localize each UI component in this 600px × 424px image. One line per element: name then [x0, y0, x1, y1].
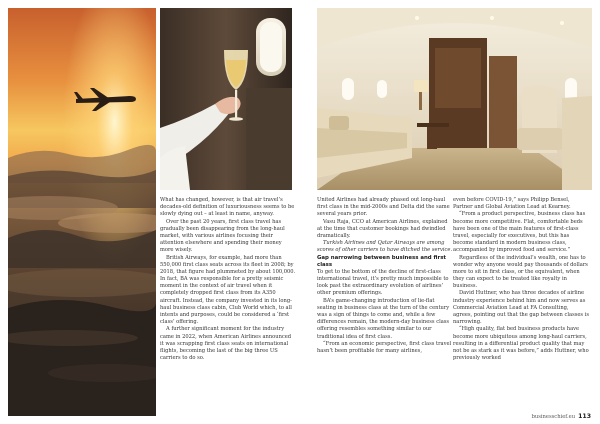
section-subheading: Gap narrowing between business and first class	[317, 254, 446, 268]
article-paragraph: even before COVID-19,” says Philipp Bensel, Partner and Global Aviation Lead at Kearney.	[453, 197, 571, 211]
article-paragraph: Regardless of the individual’s wealth, one has to wonder why anyone would pay thousands of dollars more to sit in first class, or the equivalent, when they can expect to be treated like royalty in business.	[453, 254, 588, 290]
article-paragraph: BA’s game-changing introduction of lie-flat seating in business class at the turn of the century was a sign of things to come and, while a few differences remain, the modern-day business class offering resembles something similar to our traditional idea of first class.	[317, 297, 450, 340]
champagne-glass-photo	[160, 8, 292, 190]
article-paragraph: David Huttner, who has three decades of airline industry experience behind him and now serves as Commercial Aviation Lead at FA Consulting, agrees, pointing out that the gap between classes is narrowing.	[453, 290, 589, 326]
article-column-1	[160, 197, 296, 362]
private-jet-cabin-photo	[317, 8, 592, 190]
article-paragraph: To get to the bottom of the decline of first-class international travel, it’s pretty much impossible to look past the extraordinary evolution of airlines’ other premium offerings.	[317, 268, 449, 297]
article-paragraph: What has changed, however, is that air travel’s decades-old definition of luxuriousness seems to be slowly dying out – at least in name, anyway.	[160, 197, 295, 218]
article-column-3	[453, 197, 589, 362]
article-paragraph: “From an economic perspective, first class travel hasn’t been profitable for many airlines,	[317, 340, 452, 354]
article-paragraph: “From a product perspective, business class has become more competitive. Flat, comfortable beds have been one of the main features of first-class travel, especially for executives, but this has become standard in modern business class, accompanied by improved food and service.”	[453, 211, 586, 254]
sunset-airplane-photo	[8, 8, 156, 416]
footer-brand: businesschief.eu	[531, 414, 576, 420]
page-footer	[532, 413, 591, 420]
article-paragraph: British Airways, for example, had more than 550,000 first class seats across its fleet in 2008; by 2018, that figure had plummeted by about 100,000. In fact, BA was responsible for a pretty seismic moment in the context of air travel when it completely dropped first class from its A350 aircraft. Instead, the company invested in its long-haul business class cabin, Club World which, to all intents and purposes, could be considered a ‘first class’ offering.	[160, 254, 296, 326]
article-column-2	[317, 197, 453, 355]
article-paragraph: Vasu Raja, CCO at American Airlines, explained at the time that customer bookings had dwindled dramatically.	[317, 218, 448, 239]
page-number: 113	[578, 413, 591, 420]
article-paragraph: Turkish Airlines and Qatar Airways are among scores of other carriers to have ditched the service.	[317, 240, 453, 254]
article-paragraph: Over the past 20 years, first class travel has gradually been disappearing from the long-haul market, with various airlines focusing their attention elsewhere and spending their money more wisely.	[160, 218, 285, 254]
article-paragraph: A further significant moment for the industry came in 2022, when American Airlines announced it was scrapping first class seats on international flights, becoming the last of the big three US carriers to do so.	[160, 326, 292, 362]
article-paragraph: “High quality, flat bed business products have become more ubiquitous among long-haul carriers, resulting in a differential product quality that may not be as stark as it was before,” adds Huttner, who previously worked	[453, 326, 589, 362]
article-paragraph: United Airlines had already phased out long-haul first class in the mid-2000s and Delta did the same several years prior.	[317, 197, 450, 218]
